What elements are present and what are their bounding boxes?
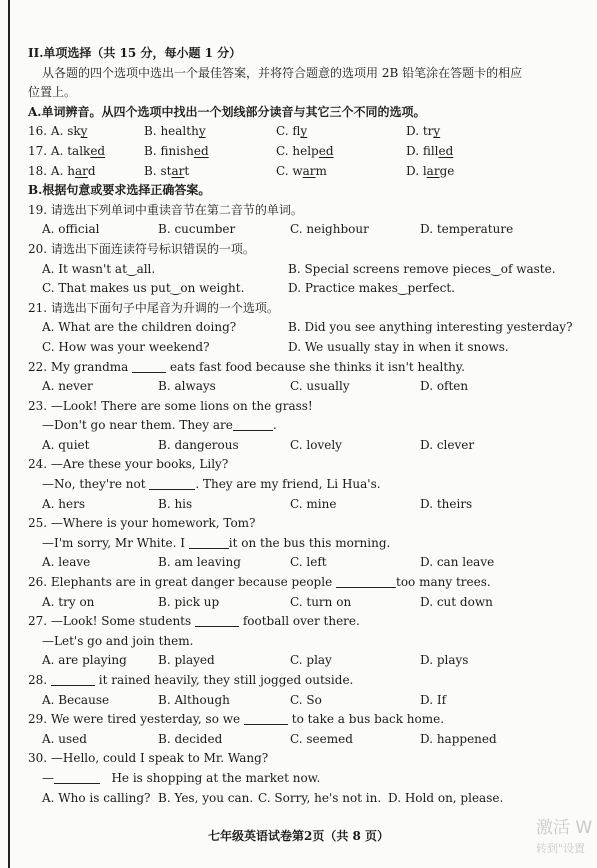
part-b-title: B.根据句意或要求选择正确答案。 [28, 183, 211, 198]
option-30-a: A. Who is calling? [42, 790, 151, 805]
answer-blank [149, 477, 195, 490]
question-26-options [28, 593, 583, 613]
question-30-options [28, 789, 583, 809]
question-26-stem: 26. Elephants are in great danger because people too many trees. [28, 575, 491, 590]
question-24-line2: —No, they're not . They are my friend, Li Hua's. [42, 477, 381, 492]
option-20-b: B. Special screens remove pieces‿of waste. [288, 261, 556, 276]
option-19-b: B. cucumber [158, 222, 236, 237]
option-25-d: D. can leave [420, 555, 495, 570]
option-18-b: B. start [144, 163, 190, 178]
option-23-b: B. dangerous [158, 437, 239, 452]
answer-blank [189, 536, 229, 549]
question-30-line2: — He is shopping at the market now. [42, 770, 321, 785]
question-25-options [28, 553, 583, 573]
question-17 [28, 142, 583, 162]
question-28-stem: 28. it rained heavily, they still jogged outside. [28, 673, 354, 687]
option-24-d: D. theirs [420, 496, 473, 511]
option-29-c: C. seemed [290, 731, 353, 746]
option-25-c: C. left [290, 555, 327, 570]
question-22-options [28, 377, 583, 397]
question-23-options [28, 436, 583, 456]
option-30-b: B. Yes, you can. [158, 790, 254, 805]
question-28-options [28, 691, 583, 711]
question-24-line1: 24. —Are these your books, Lily? [28, 457, 229, 472]
option-16-d: D. try [406, 124, 441, 139]
windows-activation-watermark-sub: 转到"设置 [536, 842, 586, 855]
option-20-c: C. That makes us put‿on weight. [42, 281, 245, 296]
option-26-b: B. pick up [158, 594, 220, 609]
question-18 [28, 162, 583, 182]
page-footer: 七年级英语试卷第2页（共 8 页） [207, 829, 390, 843]
question-20-options-ab [28, 260, 583, 280]
answer-blank [54, 771, 100, 784]
option-19-a: A. official [42, 222, 100, 237]
question-23-line1: 23. —Look! There are some lions on the grass! [28, 398, 313, 413]
option-28-c: C. So [290, 692, 322, 707]
question-30-line1: 30. —Hello, could I speak to Mr. Wang? [28, 751, 269, 766]
option-29-a: A. used [42, 731, 87, 746]
answer-blank [244, 712, 288, 725]
option-17-b: B. finished [144, 143, 209, 158]
question-29-options [28, 730, 583, 750]
question-24-options [28, 495, 583, 515]
windows-activation-watermark: 激活 W [536, 818, 593, 838]
question-21-options-cd [28, 338, 583, 358]
question-27-line1: 27. —Look! Some students football over there. [28, 614, 360, 629]
answer-blank [132, 360, 166, 373]
option-17-a: 17. A. talked [28, 143, 106, 158]
question-20-options-cd [28, 279, 583, 299]
question-22-stem: 22. My grandma eats fast food because she thinks it isn't healthy. [28, 359, 465, 374]
option-18-c: C. warm [276, 163, 327, 178]
option-24-c: C. mine [290, 496, 337, 511]
binding-margin-line [8, 0, 10, 868]
section-instruction: 从各题的四个选项中选出一个最佳答案，并将符合题意的选项用 2B 铅笔涂在答题卡的相应 [42, 65, 523, 80]
question-29-stem: 29. We were tired yesterday, so we to take a bus back home. [28, 712, 445, 727]
question-25-line1: 25. —Where is your homework, Tom? [28, 516, 256, 531]
question-21-stem: 21. 请选出下面句子中尾音为升调的一个选项。 [28, 300, 279, 315]
question-27-options [28, 651, 583, 671]
option-22-a: A. never [42, 379, 93, 394]
question-27-line2: —Let's go and join them. [42, 633, 194, 648]
option-16-b: B. healthy [144, 124, 206, 139]
option-21-c: C. How was your weekend? [42, 339, 210, 354]
exam-page [28, 44, 583, 808]
option-16-c: C. fly [276, 124, 308, 139]
option-26-c: C. turn on [290, 594, 352, 609]
option-18-a: 18. A. hard [28, 163, 96, 178]
option-30-c: C. Sorry, he's not in. [258, 790, 382, 805]
answer-blank [336, 575, 396, 588]
section-instruction-cont: 位置上。 [28, 85, 77, 100]
option-27-d: D. plays [420, 653, 469, 668]
question-23-line2: —Don't go near them. They are . [42, 418, 277, 433]
option-25-b: B. am leaving [158, 555, 241, 570]
option-23-a: A. quiet [42, 437, 90, 452]
option-17-d: D. filled [406, 143, 454, 158]
option-27-c: C. play [290, 653, 332, 668]
option-28-d: D. If [420, 692, 447, 707]
option-28-a: A. Because [42, 692, 110, 707]
option-29-d: D. happened [420, 731, 497, 746]
option-29-b: B. decided [158, 731, 223, 746]
answer-blank [195, 614, 239, 627]
part-a-title: A.单词辨音。从四个选项中找出一个划线部分读音与其它三个不同的选项。 [28, 104, 426, 119]
question-25-line2: —I'm sorry, Mr White. I it on the bus this morning. [42, 535, 391, 550]
option-18-d: D. large [406, 163, 455, 178]
question-19-stem: 19. 请选出下列单词中重读音节在第二音节的单词。 [28, 202, 303, 217]
option-25-a: A. leave [42, 555, 91, 570]
option-19-c: C. neighbour [290, 222, 369, 237]
answer-blank [51, 673, 95, 686]
option-24-b: B. his [158, 496, 193, 511]
option-27-a: A. are playing [42, 653, 127, 668]
option-19-d: D. temperature [420, 222, 514, 237]
question-21-options-ab [28, 318, 583, 338]
option-21-d: D. We usually stay in when it snows. [288, 339, 509, 354]
option-16-a: 16. A. sky [28, 124, 88, 139]
option-22-d: D. often [420, 379, 469, 394]
option-28-b: B. Although [158, 692, 230, 707]
option-22-c: C. usually [290, 379, 350, 394]
option-26-a: A. try on [42, 594, 95, 609]
option-27-b: B. played [158, 653, 215, 668]
option-17-c: C. helped [276, 143, 334, 158]
option-20-a: A. It wasn't at‿all. [42, 261, 156, 276]
answer-blank [233, 418, 273, 431]
option-20-d: D. Practice makes‿perfect. [288, 281, 455, 296]
option-23-c: C. lovely [290, 437, 342, 452]
option-26-d: D. cut down [420, 594, 493, 609]
question-19-options [28, 220, 583, 240]
option-22-b: B. always [158, 379, 216, 394]
section-title: II.单项选择（共 15 分，每小题 1 分） [28, 46, 242, 60]
question-20-stem: 20. 请选出下面连读符号标识错误的一项。 [28, 241, 255, 256]
option-21-b: B. Did you see anything interesting yesterday? [288, 320, 573, 335]
option-21-a: A. What are the children doing? [42, 320, 237, 335]
option-24-a: A. hers [42, 496, 86, 511]
question-16 [28, 122, 583, 142]
option-23-d: D. clever [420, 437, 475, 452]
option-30-d: D. Hold on, please. [388, 790, 504, 805]
